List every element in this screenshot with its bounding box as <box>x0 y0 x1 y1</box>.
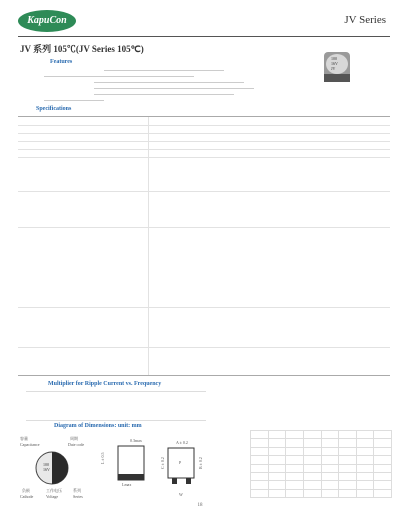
specifications-table <box>18 116 390 376</box>
page-number: 18 <box>197 503 203 508</box>
series-name: JV Series <box>344 14 386 26</box>
cathode-cn-label: 负极 <box>22 488 30 493</box>
lmax-label: Lmax <box>122 482 132 487</box>
voltage-label: Voltage <box>46 494 59 499</box>
features-heading: Features <box>50 59 73 65</box>
dim-w-label: W <box>179 492 183 497</box>
ripple-multiplier-heading: Multiplier for Ripple Current vs. Frequency <box>48 381 162 387</box>
dim-l-label: L ± 0.5 <box>100 452 105 464</box>
cap-marking-2: 16V <box>331 61 338 66</box>
dim-max-label: 0.3max <box>130 438 142 443</box>
cathode-label: Cathode <box>20 494 34 499</box>
datecode-cn-label: 周期 <box>70 436 78 441</box>
cap-marking-3: JV <box>331 66 336 71</box>
dim-b-label: B ± 0.2 <box>198 457 203 469</box>
series-cn-label: 系列 <box>73 488 81 493</box>
capacitance-cn-label: 容量 <box>20 436 28 441</box>
dim-a-label: A ± 0.2 <box>176 440 188 445</box>
ripple-multiplier-table <box>26 391 206 421</box>
dimension-table <box>250 430 392 498</box>
specs-heading: Specifications <box>36 106 72 112</box>
dimension-diagram <box>18 434 238 506</box>
capacitor-image <box>322 50 352 84</box>
datecode-label: Date code <box>68 442 85 447</box>
dim-p-label: P <box>179 460 182 465</box>
dim-c-label: C ± 0.2 <box>160 457 165 469</box>
cap-marking-diagram-2: 16V <box>43 467 50 472</box>
header-divider <box>18 36 390 37</box>
voltage-cn-label: 工作电压 <box>46 488 62 493</box>
features-list <box>34 66 274 101</box>
page-title: JV 系列 105℃(JV Series 105℃) <box>20 44 144 54</box>
dimensions-heading: Diagram of Dimensions: unit: mm <box>54 423 142 429</box>
brand-logo: KapuCon <box>18 10 76 32</box>
cap-marking-1: 100 <box>331 56 337 61</box>
capacitance-label: Capacitance <box>20 442 40 447</box>
cap-marking-diagram-1: 100 <box>43 462 49 467</box>
series-label: Series <box>73 494 83 499</box>
